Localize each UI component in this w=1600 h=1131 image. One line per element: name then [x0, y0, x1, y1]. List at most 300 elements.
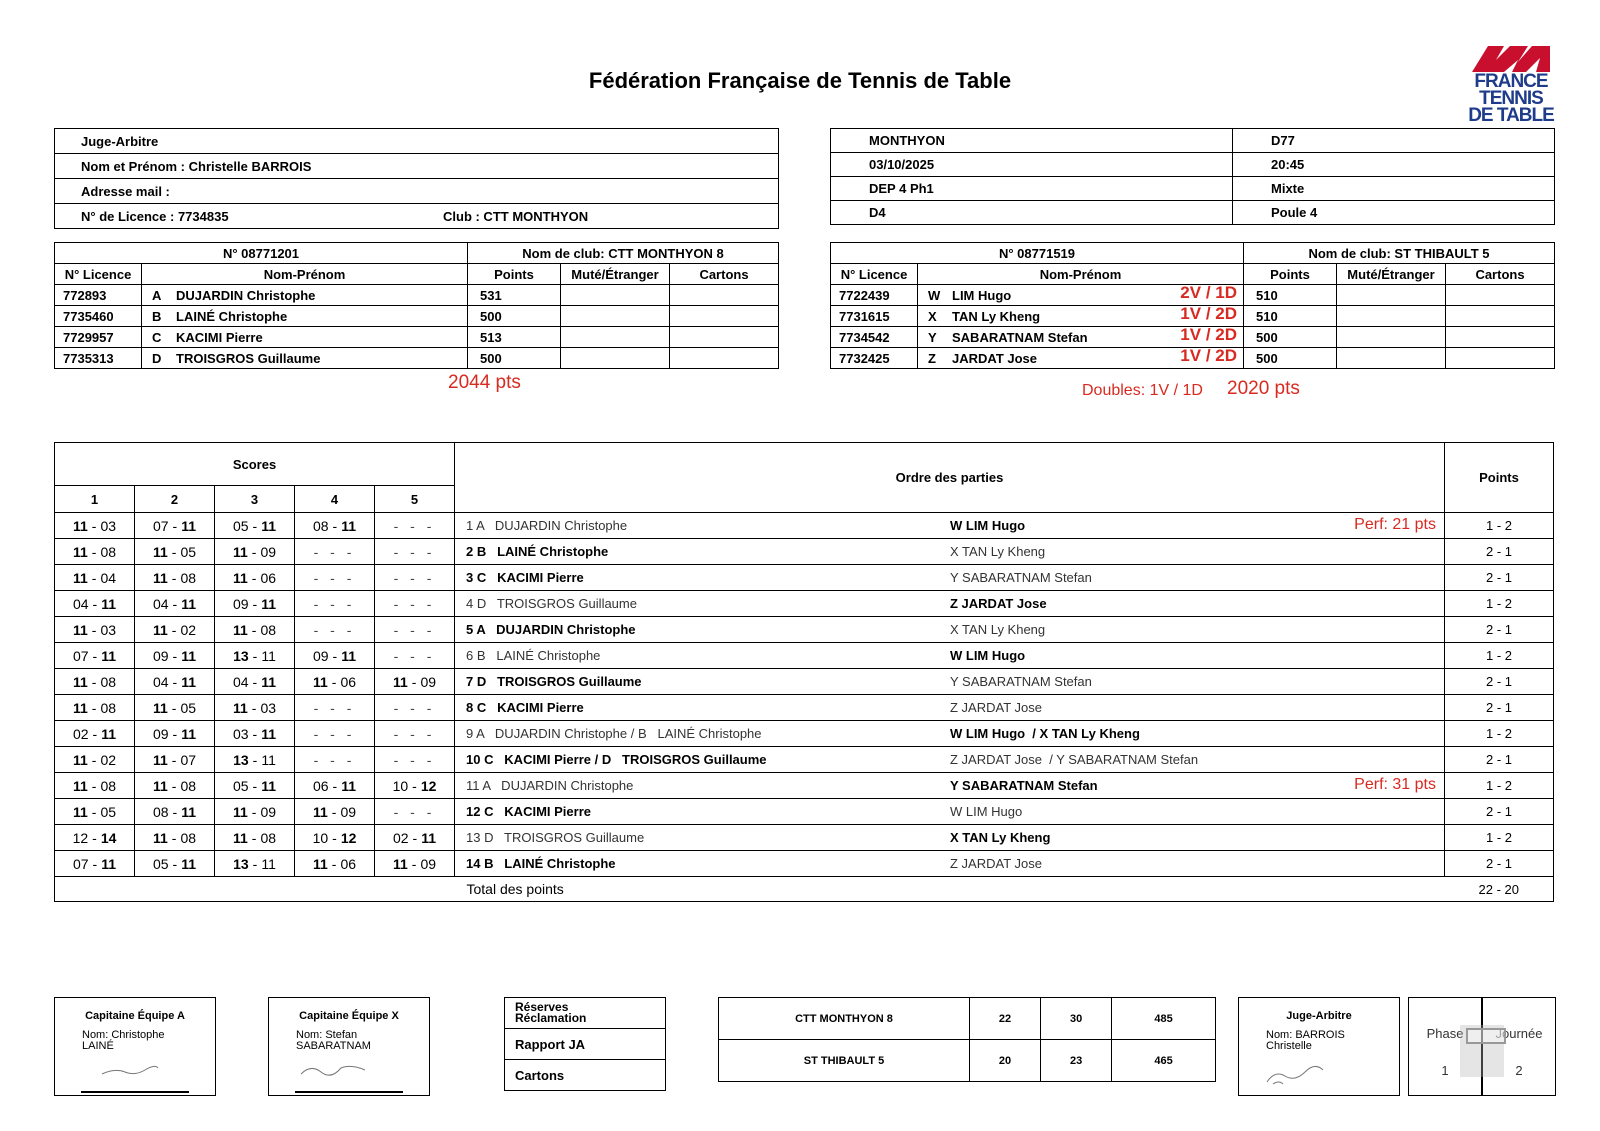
game-points: 2 - 1: [1445, 695, 1554, 721]
player-row: [55, 327, 779, 348]
empty-set: - - -: [313, 595, 356, 612]
set-score-a: 09: [152, 647, 169, 664]
player-letter: C: [152, 329, 162, 345]
player-cards: [1446, 327, 1555, 348]
player-mute: [1337, 348, 1446, 369]
set-score-a: 11: [72, 777, 88, 794]
set-score-a: 05: [152, 855, 169, 872]
set-score-b: 11: [341, 517, 357, 534]
set-score: 11 - 09: [215, 539, 295, 565]
player-name: LAINÉ Christophe: [176, 308, 288, 324]
set-score-a: 04: [72, 595, 89, 612]
signature-icon: [100, 1064, 160, 1078]
stamp-mark-frame: [1466, 1028, 1506, 1044]
set-score: [375, 513, 455, 539]
game-row: [55, 721, 1554, 747]
player-mute: [561, 285, 670, 306]
game-points: 2 - 1: [1445, 617, 1554, 643]
player-name: JARDAT Jose: [952, 350, 1038, 366]
set-header: 4: [295, 486, 375, 513]
game-left-player: 14 B LAINÉ Christophe: [466, 856, 616, 871]
match-code: D77: [1233, 129, 1555, 153]
set-score: 07 - 11: [55, 643, 135, 669]
game-points: 2 - 1: [1445, 539, 1554, 565]
set-score: [295, 591, 375, 617]
reserves-reclamation: Réserves Réclamation: [505, 998, 666, 1029]
set-score-a: 11: [152, 621, 168, 638]
set-score: 11 - 09: [375, 669, 455, 695]
game-right-player: Z JARDAT Jose / Y SABARATNAM Stefan: [950, 752, 1199, 767]
set-score-b: 11: [261, 725, 277, 742]
game-points: 2 - 1: [1445, 747, 1554, 773]
player-name-cell: [142, 348, 468, 369]
match-info-table: [830, 128, 1555, 225]
player-points: 500: [468, 348, 561, 369]
set-score: [295, 695, 375, 721]
game-left-player: 7 D TROISGROS Guillaume: [466, 674, 642, 689]
summary-team: CTT MONTHYON 8: [719, 998, 970, 1040]
player-name: SABARATNAM Stefan: [952, 329, 1088, 345]
set-score-a: 11: [232, 803, 248, 820]
player-letter: X: [928, 308, 937, 324]
game-right-player: W LIM Hugo: [950, 648, 1026, 663]
player-licence: 7734542: [831, 327, 918, 348]
set-score-b: 09: [260, 543, 277, 560]
set-score: 11 - 09: [295, 799, 375, 825]
game-left-player: 8 C KACIMI Pierre: [466, 700, 584, 715]
set-score-b: 06: [260, 569, 277, 586]
order-header: Ordre des parties: [455, 443, 1445, 513]
player-mute: [561, 327, 670, 348]
game-right-player: X TAN Ly Kheng: [950, 544, 1046, 559]
team-b-table: [830, 242, 1555, 369]
set-score-b: 03: [260, 699, 277, 716]
page-title: Fédération Française de Tennis de Table: [588, 68, 1012, 93]
player-mute: [561, 348, 670, 369]
set-score-a: 11: [72, 699, 88, 716]
team-b-club: Nom de club: ST THIBAULT 5: [1244, 243, 1555, 264]
set-score-b: 08: [100, 699, 117, 716]
doubles-note: Doubles: 1V / 1D: [1082, 382, 1203, 399]
set-score: 04 - 11: [135, 669, 215, 695]
signature-icon: [1265, 1064, 1325, 1086]
team-a-club: Nom de club: CTT MONTHYON 8: [468, 243, 779, 264]
set-score-a: 11: [392, 855, 408, 872]
set-score-a: 11: [152, 569, 168, 586]
game-row: [55, 825, 1554, 851]
empty-set: - - -: [393, 621, 436, 638]
set-score-b: 11: [261, 517, 277, 534]
game-left-player: 1 A DUJARDIN Christophe: [466, 518, 628, 533]
game-right-player: X TAN Ly Kheng: [950, 622, 1046, 637]
player-name-cell: [142, 306, 468, 327]
player-row: [831, 306, 1555, 327]
set-score-b: 11: [101, 855, 117, 872]
set-score: 12 - 14: [55, 825, 135, 851]
set-score: 11 - 05: [55, 799, 135, 825]
summary-sets: 465: [1112, 1040, 1216, 1082]
set-score: 04 - 11: [55, 591, 135, 617]
col-points: Points: [468, 264, 561, 285]
set-header: 5: [375, 486, 455, 513]
player-letter: B: [152, 308, 162, 324]
set-score-a: 04: [232, 673, 249, 690]
set-score-a: 11: [152, 829, 168, 846]
game-left-player: 6 B LAINÉ Christophe: [466, 648, 601, 663]
empty-set: - - -: [393, 517, 436, 534]
game-row: [55, 747, 1554, 773]
referee-sign-title: Juge-Arbitre: [1286, 1010, 1352, 1022]
player-licence: 7735313: [55, 348, 142, 369]
referee-info-box: [54, 128, 779, 229]
set-score-b: 11: [181, 725, 197, 742]
game-row: [55, 851, 1554, 877]
game-left-player: 3 C KACIMI Pierre: [466, 570, 584, 585]
fftt-logo: [1466, 42, 1556, 126]
set-score: [295, 721, 375, 747]
set-score-b: 12: [340, 829, 357, 846]
game-points: 1 - 2: [1445, 591, 1554, 617]
team-a-number: N° 08771201: [55, 243, 468, 264]
set-score-b: 11: [341, 647, 357, 664]
player-licence: 7729957: [55, 327, 142, 348]
phase-label: Phase: [1426, 1026, 1464, 1041]
logo-line-2: TENNIS: [1479, 88, 1543, 109]
captain-a-title: Capitaine Équipe A: [85, 1010, 185, 1022]
player-name: DUJARDIN Christophe: [176, 287, 316, 303]
player-letter: Z: [928, 350, 936, 366]
set-score-a: 03: [232, 725, 249, 742]
game-row: [55, 669, 1554, 695]
set-score-b: 11: [261, 855, 276, 872]
set-header: 2: [135, 486, 215, 513]
match-category: Mixte: [1233, 177, 1555, 201]
set-score-b: 08: [100, 673, 117, 690]
game-order: [455, 851, 1445, 877]
set-score-a: 11: [72, 621, 88, 638]
set-score-a: 11: [312, 673, 328, 690]
referee-club: Club : CTT MONTHYON: [443, 209, 589, 224]
cartons: Cartons: [505, 1060, 666, 1091]
empty-set: - - -: [393, 699, 436, 716]
set-score: [295, 747, 375, 773]
col-cards: Cartons: [1446, 264, 1555, 285]
set-score: 04 - 11: [215, 669, 295, 695]
game-right-player: Z JARDAT Jose: [950, 596, 1047, 611]
set-score: 03 - 11: [215, 721, 295, 747]
set-score-a: 11: [72, 569, 88, 586]
set-score-b: 06: [340, 855, 357, 872]
summary-team: ST THIBAULT 5: [719, 1040, 970, 1082]
logo-line-1: FRANCE: [1474, 71, 1548, 92]
game-order: [455, 643, 1445, 669]
total-label: Total des points: [455, 877, 1445, 902]
referee-name: Nom et Prénom : Christelle BARROIS: [81, 159, 312, 174]
player-points: 500: [1244, 348, 1337, 369]
set-score-a: 02: [72, 725, 89, 742]
set-header: 1: [55, 486, 135, 513]
game-order: [455, 825, 1445, 851]
player-name: TAN Ly Kheng: [952, 308, 1041, 324]
set-score-a: 06: [312, 777, 329, 794]
set-score: 11 - 06: [215, 565, 295, 591]
game-right-player: X TAN Ly Kheng: [950, 830, 1051, 845]
player-name: LIM Hugo: [952, 287, 1012, 303]
set-score-a: 08: [312, 517, 329, 534]
set-score: 11 - 02: [135, 617, 215, 643]
set-score: 11 - 03: [55, 617, 135, 643]
set-score: [375, 799, 455, 825]
total-value: 22 - 20: [1445, 877, 1554, 902]
set-score-a: 05: [232, 777, 249, 794]
scores-table: [54, 442, 1554, 902]
game-row: [55, 773, 1554, 799]
set-score-a: 11: [152, 751, 168, 768]
set-score-b: 11: [261, 777, 277, 794]
game-order: [455, 799, 1445, 825]
player-name-cell: [918, 285, 1244, 306]
set-score-b: 08: [180, 569, 197, 586]
player-cards: [1446, 306, 1555, 327]
set-score: [375, 539, 455, 565]
player-name-cell: [142, 285, 468, 306]
player-letter: W: [928, 287, 941, 303]
player-licence: 7735460: [55, 306, 142, 327]
set-score-b: 02: [100, 751, 117, 768]
captain-a-box: [54, 997, 216, 1096]
game-row: [55, 643, 1554, 669]
set-score-b: 08: [100, 777, 117, 794]
set-score: [375, 591, 455, 617]
set-score-a: 11: [72, 673, 88, 690]
set-score-b: 08: [180, 777, 197, 794]
set-score: [375, 721, 455, 747]
referee-sign-name: Nom: BARROIS Christelle: [1266, 1029, 1345, 1052]
reserves-table: [504, 997, 666, 1091]
empty-set: - - -: [393, 569, 436, 586]
set-score-b: 03: [100, 621, 117, 638]
set-score: 11 - 08: [55, 669, 135, 695]
game-points: 2 - 1: [1445, 799, 1554, 825]
set-score-b: 11: [181, 595, 197, 612]
player-name: KACIMI Pierre: [176, 329, 263, 345]
set-score-a: 11: [232, 829, 248, 846]
logo-mark-icon: [1466, 42, 1556, 74]
set-score: 02 - 11: [375, 825, 455, 851]
set-score-b: 03: [100, 517, 117, 534]
captain-x-title: Capitaine Équipe X: [299, 1010, 399, 1022]
set-score: 06 - 11: [295, 773, 375, 799]
empty-set: - - -: [313, 621, 356, 638]
player-name-cell: [142, 327, 468, 348]
player-row: [55, 306, 779, 327]
game-left-player: 11 A DUJARDIN Christophe: [466, 778, 634, 793]
referee-licence: N° de Licence : 7734835: [81, 209, 229, 224]
set-score: 13 - 11: [215, 747, 295, 773]
player-row: [831, 348, 1555, 369]
game-points: 1 - 2: [1445, 643, 1554, 669]
player-cards: [1446, 285, 1555, 306]
game-left-player: 4 D TROISGROS Guillaume: [466, 596, 637, 611]
game-left-player: 10 C KACIMI Pierre / D TROISGROS Guillaume: [466, 752, 767, 767]
set-score-a: 11: [72, 751, 88, 768]
journee-label: Journée: [1495, 1026, 1543, 1041]
set-score-b: 05: [180, 699, 197, 716]
set-score: 11 - 03: [215, 695, 295, 721]
set-score-b: 08: [180, 829, 197, 846]
player-cards: [670, 306, 779, 327]
set-score: [375, 747, 455, 773]
match-venue: MONTHYON: [831, 129, 1233, 153]
set-header: 3: [215, 486, 295, 513]
set-score-b: 09: [420, 855, 437, 872]
game-order: [455, 513, 1445, 539]
game-order: [455, 695, 1445, 721]
game-row: [55, 539, 1554, 565]
game-order: [455, 617, 1445, 643]
set-score: 10 - 12: [295, 825, 375, 851]
set-score-b: 05: [100, 803, 117, 820]
set-score: 10 - 12: [375, 773, 455, 799]
set-score: 08 - 11: [295, 513, 375, 539]
set-score: 11 - 05: [135, 539, 215, 565]
captain-x-box: [268, 997, 430, 1096]
set-score-a: 11: [152, 699, 168, 716]
set-score-a: 09: [152, 725, 169, 742]
logo-line-3: DE TABLE: [1468, 105, 1554, 126]
player-record-note: 1V / 2D: [1180, 325, 1237, 344]
match-division: DEP 4 Ph1: [831, 177, 1233, 201]
referee-sign-box: [1238, 997, 1400, 1096]
game-points: 1 - 2: [1445, 513, 1554, 539]
set-score-a: 13: [233, 647, 249, 664]
player-mute: [1337, 285, 1446, 306]
set-score-a: 05: [232, 517, 249, 534]
game-points: 1 - 2: [1445, 721, 1554, 747]
game-order: [455, 747, 1445, 773]
empty-set: - - -: [313, 725, 356, 742]
set-score-b: 11: [181, 647, 197, 664]
set-score: 05 - 11: [215, 773, 295, 799]
empty-set: - - -: [393, 543, 436, 560]
set-score: 11 - 08: [215, 617, 295, 643]
set-score: 11 - 08: [215, 825, 295, 851]
set-score: [375, 695, 455, 721]
set-score: [375, 643, 455, 669]
set-score-b: 08: [100, 543, 117, 560]
set-score-a: 02: [392, 829, 409, 846]
set-score: 11 - 02: [55, 747, 135, 773]
game-right-player: Z JARDAT Jose: [950, 700, 1042, 715]
player-points: 513: [468, 327, 561, 348]
player-points: 510: [1244, 306, 1337, 327]
summary-games: 30: [1041, 998, 1112, 1040]
game-order: [455, 669, 1445, 695]
signature-icon: [299, 1062, 369, 1078]
player-letter: A: [152, 287, 162, 303]
set-score-b: 11: [261, 673, 277, 690]
set-score: 09 - 11: [215, 591, 295, 617]
player-cards: [670, 348, 779, 369]
team-b-total-note: 2020 pts: [1227, 378, 1300, 399]
set-score-b: 02: [180, 621, 197, 638]
col-points: Points: [1244, 264, 1337, 285]
set-score-a: 13: [233, 751, 249, 768]
set-score-a: 10: [312, 829, 329, 846]
set-score-a: 07: [72, 855, 89, 872]
set-score-a: 04: [152, 673, 169, 690]
game-points: 1 - 2: [1445, 773, 1554, 799]
empty-set: - - -: [313, 699, 356, 716]
set-score-b: 11: [261, 595, 277, 612]
team-a-table: [54, 242, 779, 369]
set-score: 11 - 08: [55, 695, 135, 721]
set-score-b: 11: [181, 673, 197, 690]
set-score-a: 11: [232, 699, 248, 716]
set-score-b: 11: [101, 647, 117, 664]
game-row: [55, 695, 1554, 721]
set-score-a: 07: [152, 517, 169, 534]
match-time: 20:45: [1233, 153, 1555, 177]
player-licence: 772893: [55, 285, 142, 306]
player-row: [831, 327, 1555, 348]
game-order: [455, 539, 1445, 565]
summary-row: [719, 1040, 1216, 1082]
set-score-a: 04: [152, 595, 169, 612]
team-b-number: N° 08771519: [831, 243, 1244, 264]
player-record-note: 1V / 2D: [1180, 346, 1237, 365]
set-score: 11 - 09: [215, 799, 295, 825]
game-right-player: W LIM Hugo: [950, 804, 1023, 819]
set-score-a: 11: [312, 803, 328, 820]
set-score-b: 14: [100, 829, 117, 846]
set-score: [375, 617, 455, 643]
player-cards: [1446, 348, 1555, 369]
game-order: [455, 773, 1445, 799]
game-points: 1 - 2: [1445, 825, 1554, 851]
game-left-player: 12 C KACIMI Pierre: [466, 804, 591, 819]
set-score-b: 11: [421, 829, 437, 846]
game-right-player: Y SABARATNAM Stefan: [950, 778, 1098, 793]
set-score-b: 08: [260, 829, 277, 846]
game-left-player: 2 B LAINÉ Christophe: [466, 544, 609, 559]
game-left-player: 13 D TROISGROS Guillaume: [466, 830, 645, 845]
set-score-b: 06: [340, 673, 357, 690]
player-points: 500: [1244, 327, 1337, 348]
game-points: 2 - 1: [1445, 851, 1554, 877]
set-score-b: 11: [181, 855, 197, 872]
col-cards: Cartons: [670, 264, 779, 285]
empty-set: - - -: [393, 595, 436, 612]
set-score: 11 - 08: [135, 825, 215, 851]
set-score-b: 11: [261, 751, 276, 768]
player-mute: [1337, 327, 1446, 348]
summary-points: 20: [970, 1040, 1041, 1082]
set-score: [375, 565, 455, 591]
game-right-player: Y SABARATNAM Stefan: [950, 674, 1092, 689]
set-score-b: 11: [101, 595, 117, 612]
set-score: 09 - 11: [135, 721, 215, 747]
col-name: Nom-Prénom: [142, 264, 468, 285]
set-score-a: 11: [232, 543, 248, 560]
set-score-b: 05: [180, 543, 197, 560]
points-header: Points: [1445, 443, 1554, 513]
captain-x-name: Nom: Stefan SABARATNAM: [296, 1029, 371, 1052]
set-score-a: 13: [233, 855, 249, 872]
empty-set: - - -: [313, 751, 356, 768]
set-score: 11 - 08: [135, 773, 215, 799]
set-score-b: 07: [180, 751, 197, 768]
